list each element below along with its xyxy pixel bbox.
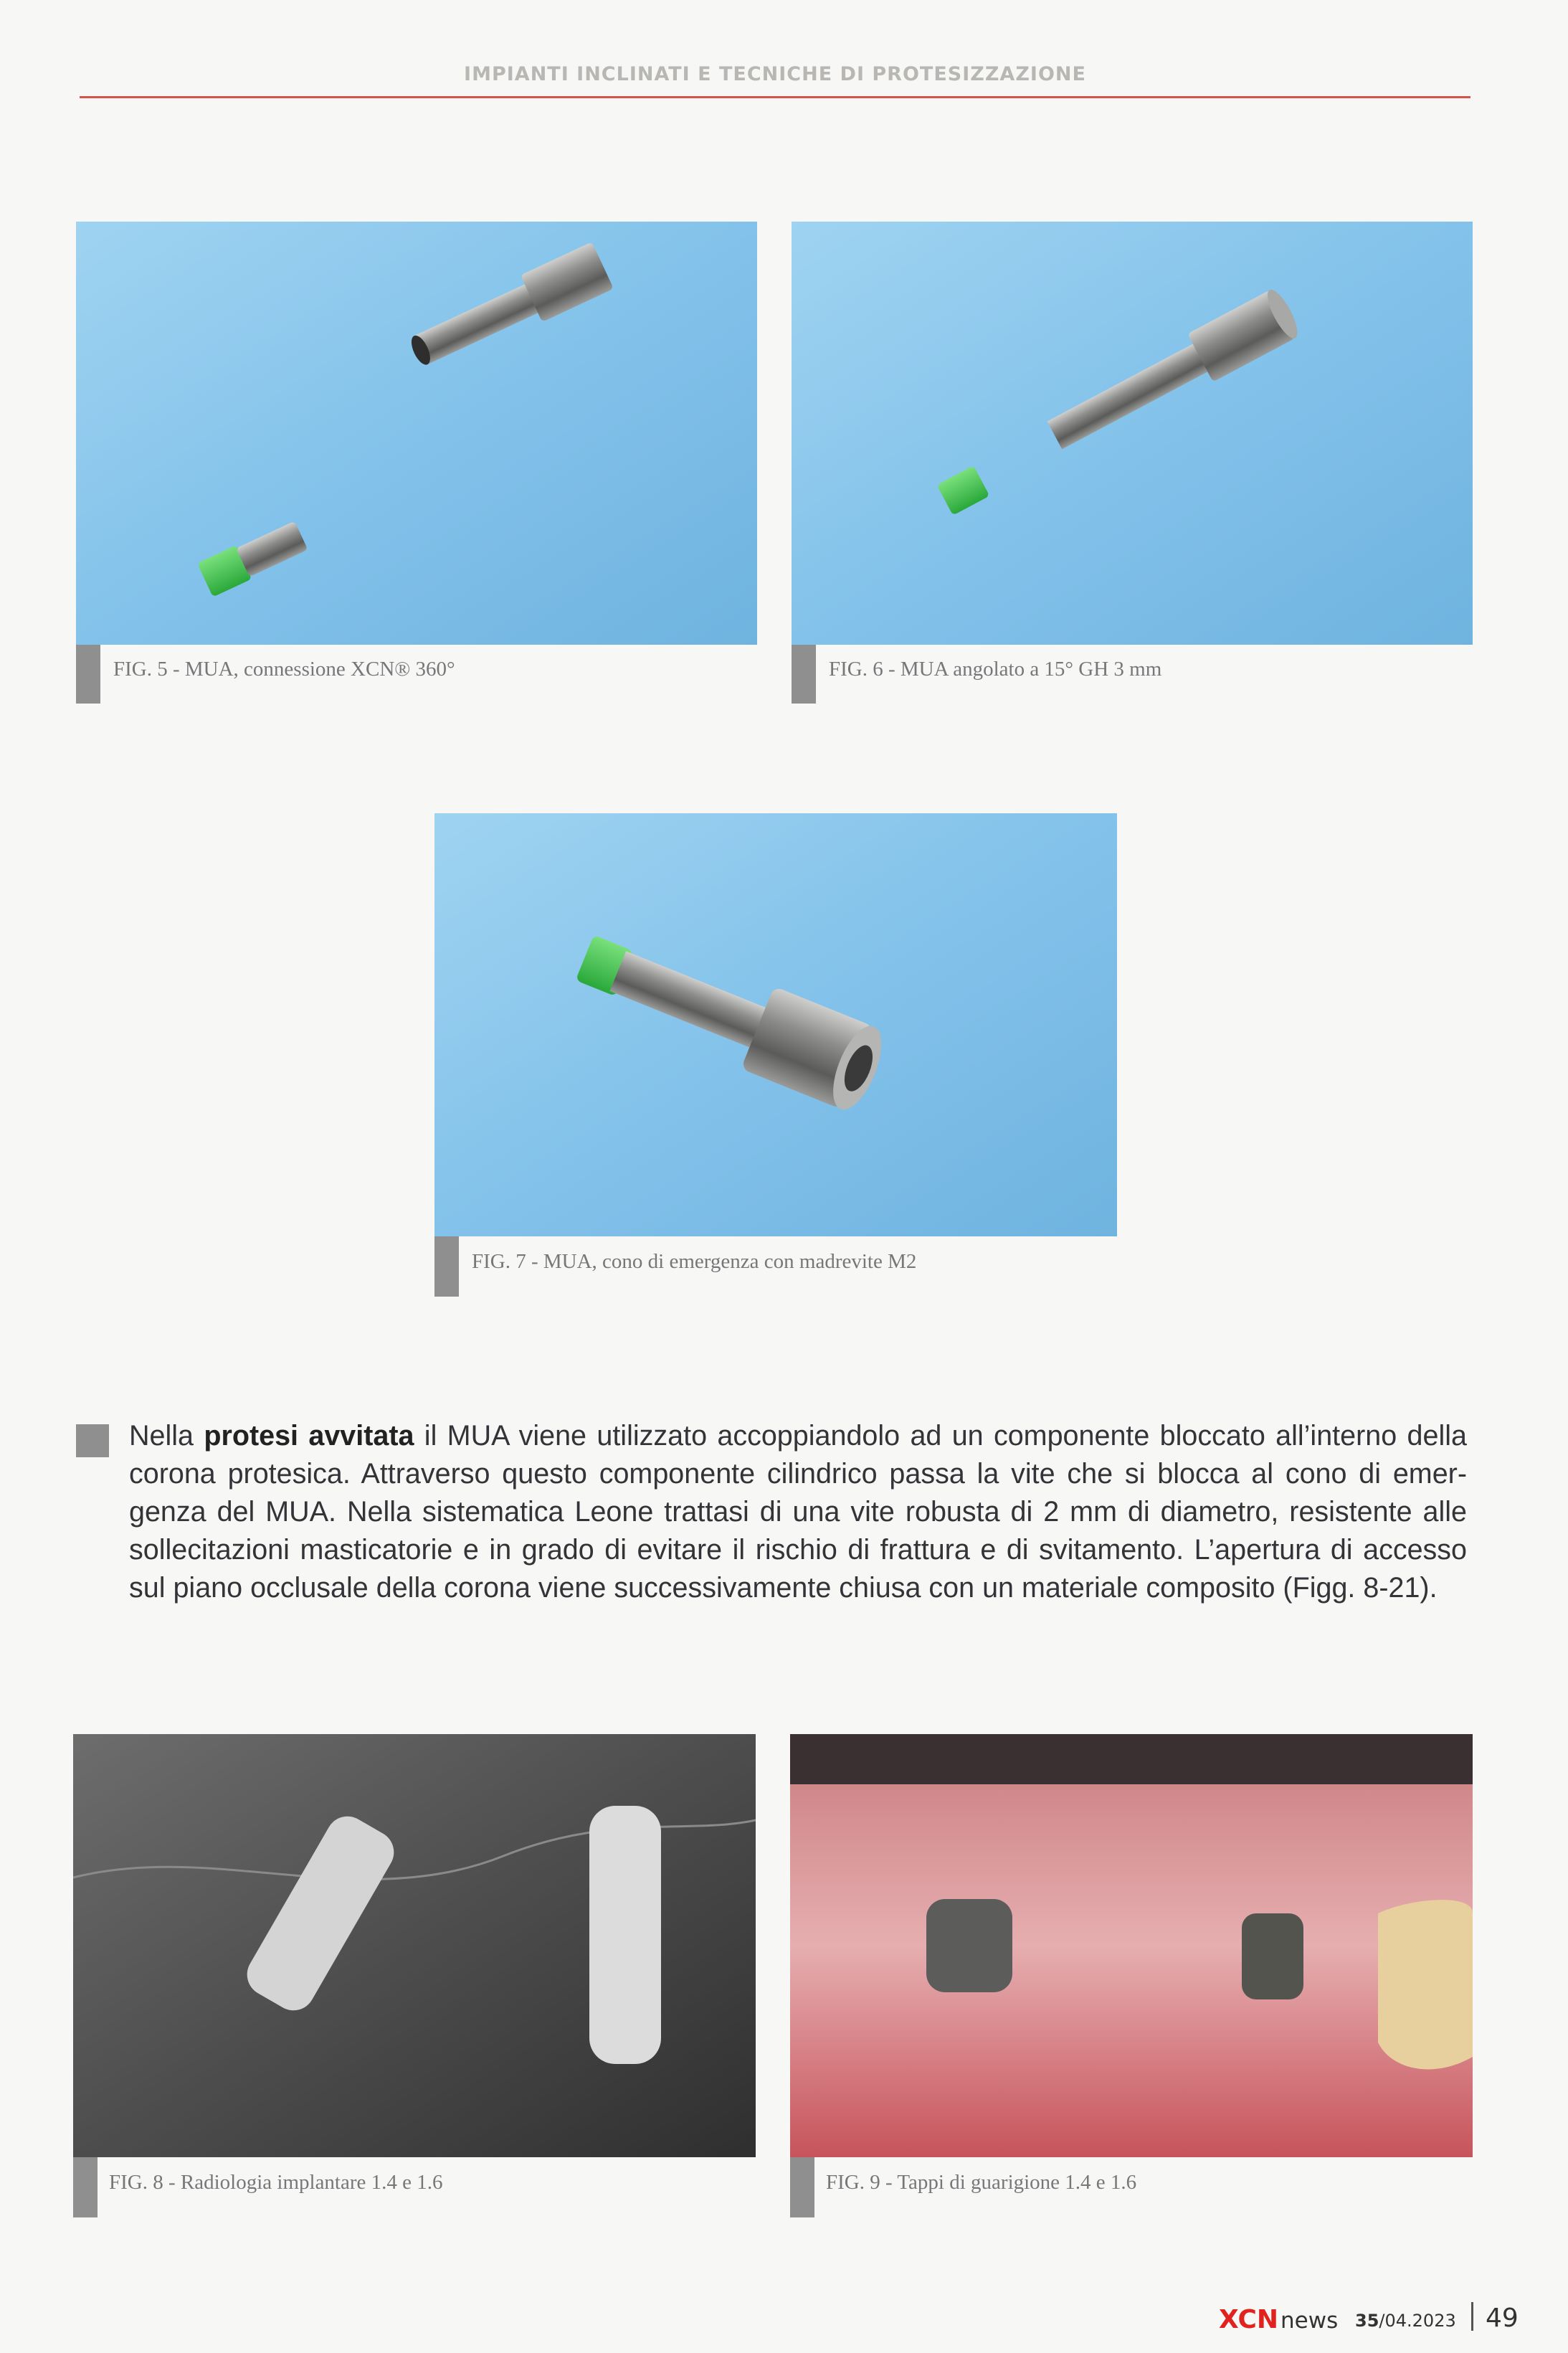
- fig5-caption: FIG. 5 - MUA, connessione XCN® 360°: [113, 658, 455, 681]
- brand-logo: XCN: [1219, 2305, 1279, 2334]
- fig8-caption-marker: [73, 2157, 98, 2217]
- body-intro: Nella: [129, 1420, 204, 1452]
- footer-separator: [1471, 2302, 1473, 2331]
- body-line-1: [129, 1417, 1467, 1455]
- fig6-photo: [792, 222, 1473, 645]
- fig9-photo: [790, 1734, 1473, 2157]
- fig5-caption-marker: [76, 645, 100, 704]
- body-line-4: sollecitazioni masticatorie e in grado di evitare il rischio di frattura e di svitamento. L’apertura di accesso: [129, 1534, 1467, 1566]
- fig5-photo: [76, 222, 757, 645]
- body-paragraph: [129, 1417, 1467, 1607]
- body-line-3: genza del MUA. Nella sistematica Leone trattasi di una vite robusta di 2 mm di diametro, resistente alle: [129, 1496, 1467, 1528]
- body-line-1-rest: il MUA viene utilizzato accoppiandolo ad un componente bloccato all’interno della: [414, 1420, 1467, 1452]
- paragraph-marker: [76, 1424, 109, 1457]
- running-header: IMPIANTI INCLINATI E TECNICHE DI PROTESIZZAZIONE: [464, 63, 1086, 85]
- fig7-caption-marker: [434, 1236, 459, 1297]
- body-line-2: corona protesica. Attraverso questo componente cilindrico passa la vite che si blocca al cono di emer-: [129, 1458, 1467, 1490]
- fig7-caption: FIG. 7 - MUA, cono di emergenza con madrevite M2: [472, 1250, 917, 1273]
- bold-term: protesi avvitata: [204, 1420, 414, 1452]
- fig8-caption: FIG. 8 - Radiologia implantare 1.4 e 1.6: [109, 2171, 443, 2194]
- page-footer: [1219, 2302, 1534, 2338]
- page-number: 49: [1486, 2304, 1519, 2333]
- fig7-photo: [434, 813, 1117, 1236]
- header-rule: [80, 96, 1470, 98]
- issue-number: 35: [1355, 2311, 1379, 2331]
- fig6-caption: FIG. 6 - MUA angolato a 15° GH 3 mm: [829, 658, 1162, 681]
- brand-news: news: [1280, 2308, 1339, 2334]
- fig9-caption-marker: [790, 2157, 814, 2217]
- body-line-5: sul piano occlusale della corona viene successivamente chiusa con un materiale composito (Figg. 8-21).: [129, 1572, 1438, 1604]
- fig6-caption-marker: [792, 645, 816, 704]
- issue-info: [1355, 2311, 1456, 2331]
- issue-date: /04.2023: [1379, 2311, 1456, 2331]
- fig8-photo: [73, 1734, 756, 2157]
- fig9-caption: FIG. 9 - Tappi di guarigione 1.4 e 1.6: [826, 2171, 1137, 2194]
